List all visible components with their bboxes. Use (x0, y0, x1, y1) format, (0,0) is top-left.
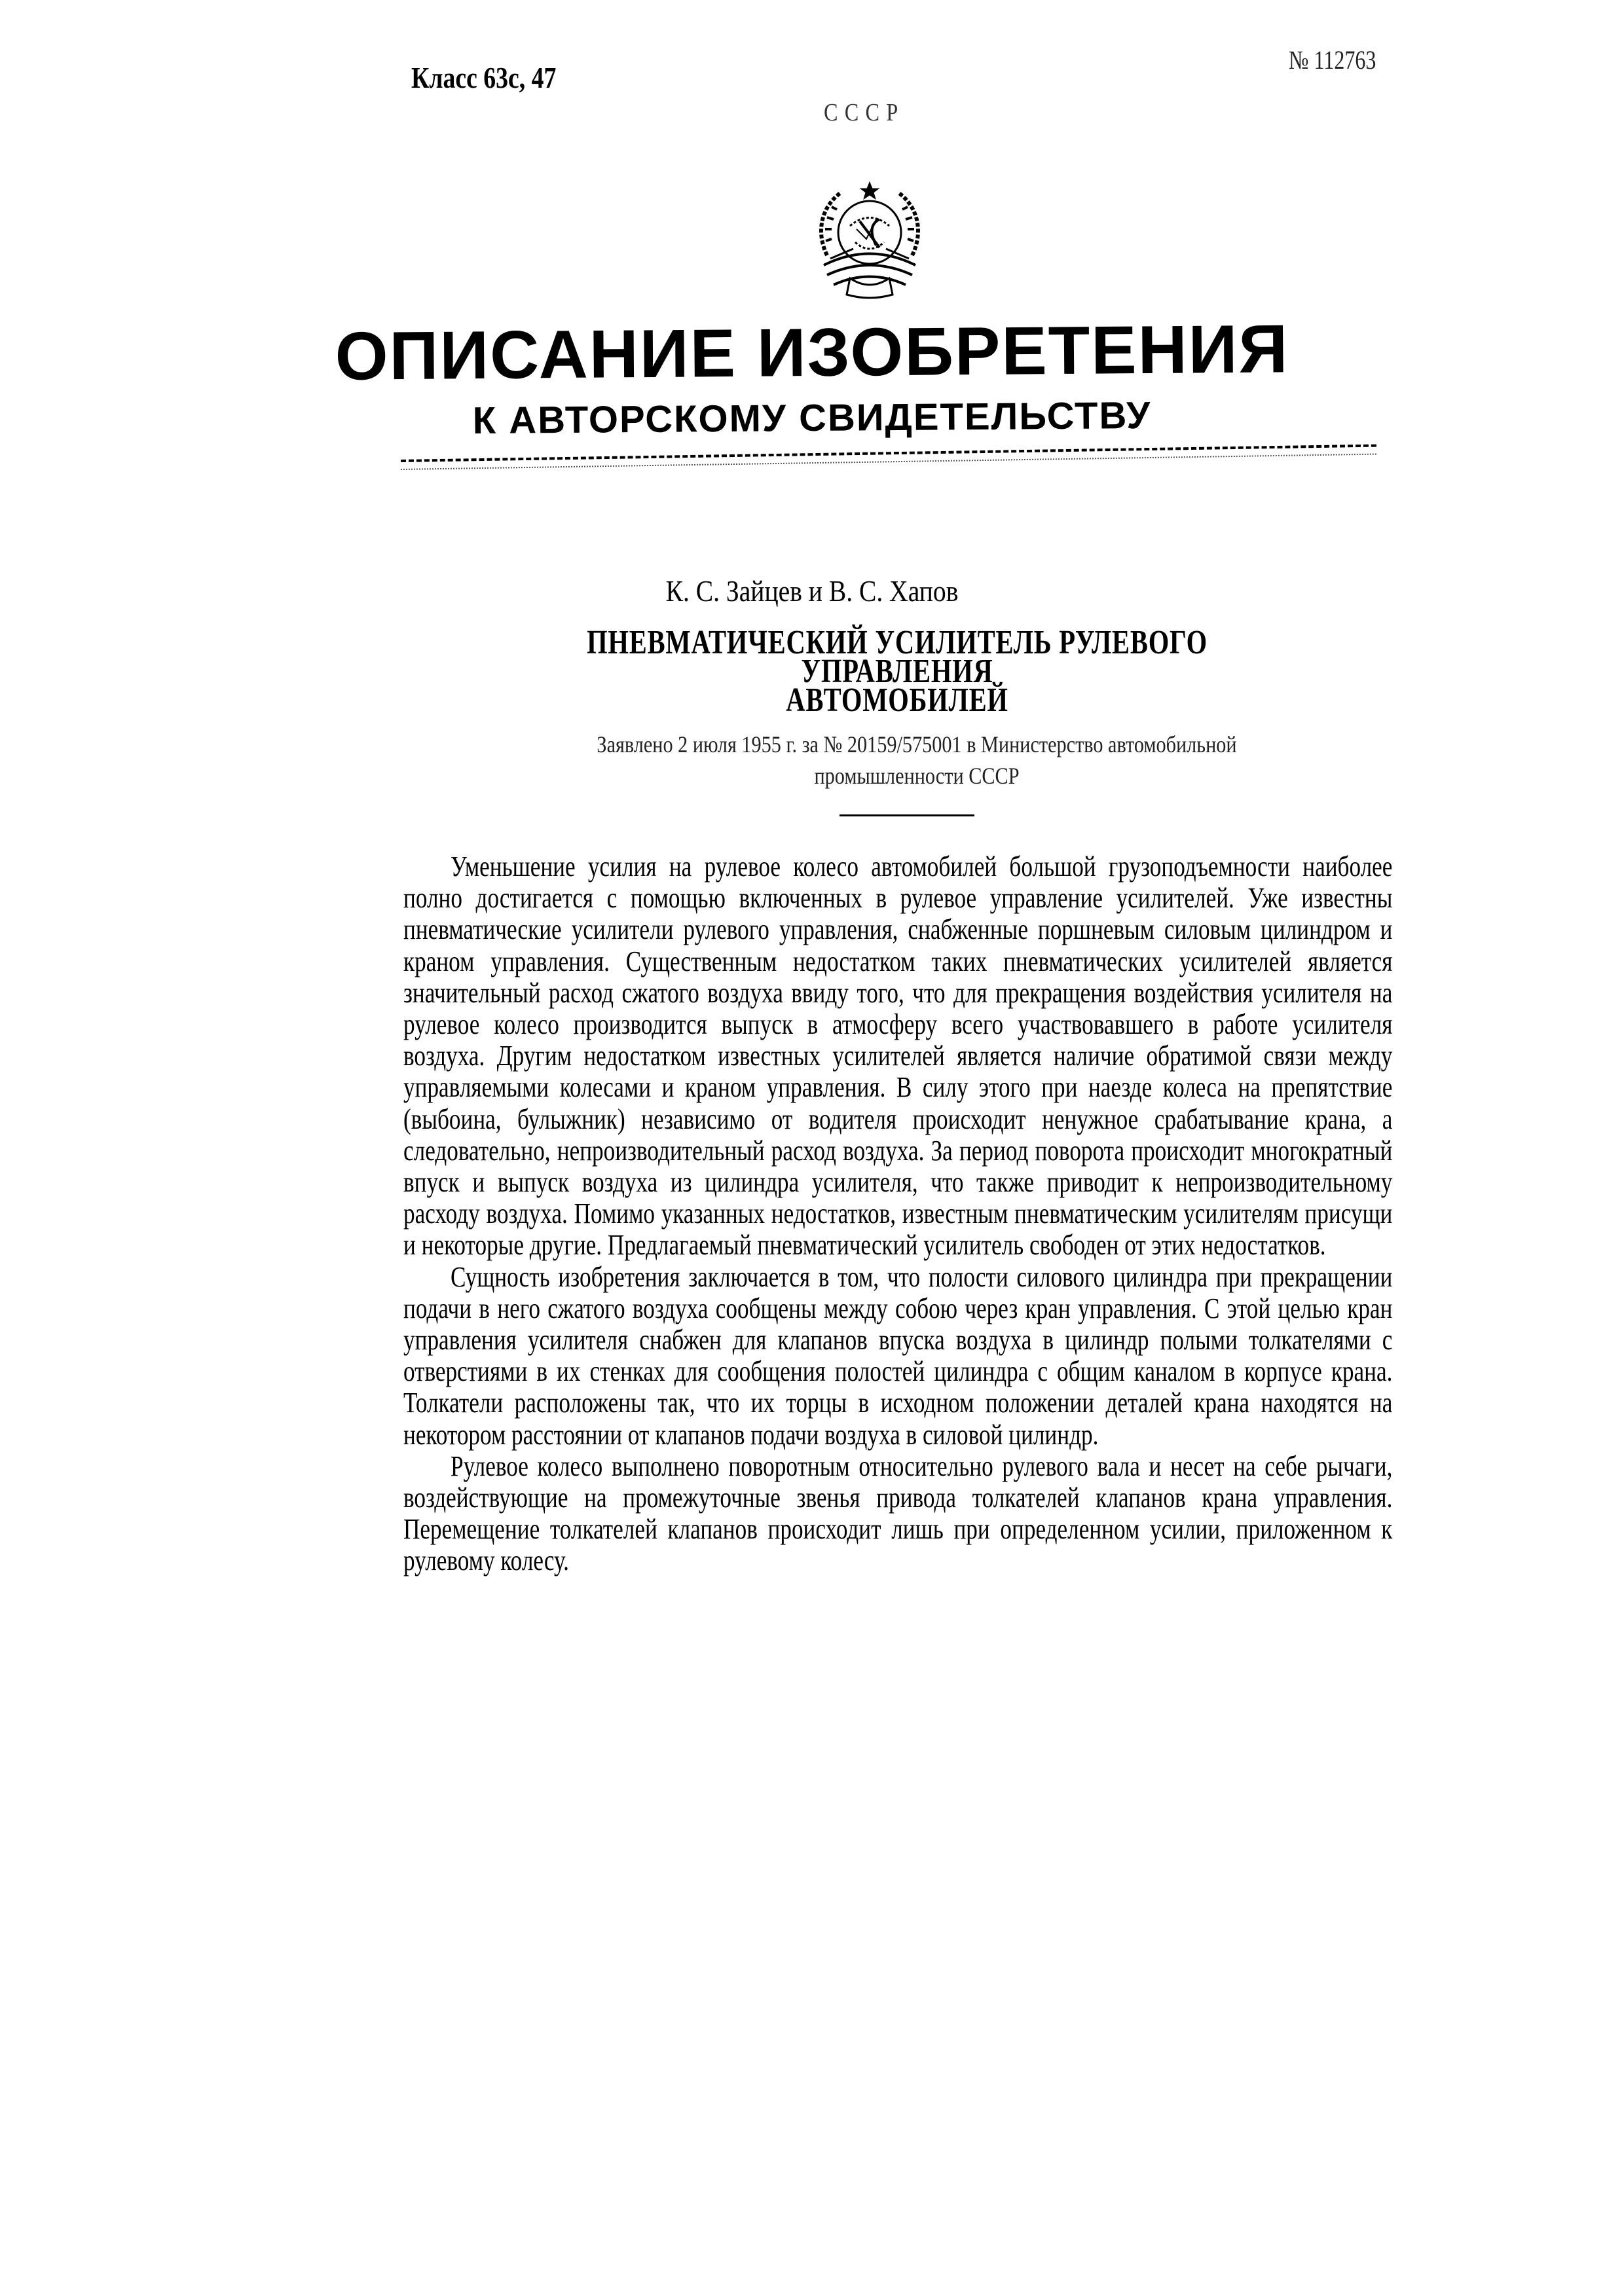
invention-title-line: АВТОМОБИЛЕЙ (514, 686, 1280, 715)
filing-info-line: Заявлено 2 июля 1955 г. за № 20159/575001 в Министерство автомобильной (477, 729, 1357, 760)
filing-info-line: промышленности СССР (477, 760, 1357, 792)
header-rule (401, 445, 1376, 462)
country-label: СССР (824, 98, 904, 127)
body-paragraph: Сущность изобретения заключается в том, что полости силового цилиндра при прекращении подачи в него сжатого воздуха сообщены между собою через кран управления. С этой целью кран управления усилителя снабжен для клапанов впуска воздуха в цилиндр полыми толкателями с отверстиями в их стенках для сообщения полостей цилиндра с общим каналом в корпусе крана. Толкатели расположены так, что их торцы в исходном положении деталей крана находятся на некотором расстоянии от клапанов подачи воздуха в силовой цилиндр. (403, 1262, 1392, 1451)
class-label: Класс 63c, 47 (411, 60, 556, 95)
document-title: ОПИСАНИЕ ИЗОБРЕТЕНИЯ (0, 308, 1624, 398)
invention-title-line: ПНЕВМАТИЧЕСКИЙ УСИЛИТЕЛЬ РУЛЕВОГО УПРАВЛЕНИЯ (514, 629, 1280, 686)
document-subtitle: К АВТОРСКОМУ СВИДЕТЕЛЬСТВУ (0, 390, 1624, 446)
filing-info (477, 729, 1357, 792)
patent-number: № 112763 (1289, 45, 1376, 75)
body-text (403, 851, 1392, 1577)
header-rule-secondary (401, 454, 1376, 470)
authors: К. С. Зайцев и В. С. Хапов (114, 574, 1511, 608)
ussr-state-emblem-icon (804, 164, 935, 308)
body-paragraph: Уменьшение усилия на рулевое колесо автомобилей большой грузоподъемности наиболее полно достигается с помощью включенных в рулевое управление усилителей. Уже известны пневматические усилители рулевого управления, снабженные поршневым силовым цилиндром и краном управления. Существенным недостатком таких пневматических усилителей является значительный расход сжатого воздуха ввиду того, что для прекращения воздействия усилителя на рулевое колесо производится выпуск в атмосферу всего участвовавшего в работе усилителя воздуха. Другим недостатком известных усилителей является наличие обратимой связи между управляемыми колесами и краном управления. В силу этого при наезде колеса на препятствие (выбоина, булыжник) независимо от водителя происходит ненужное срабатывание крана, а следовательно, непроизводительный расход воздуха. За период поворота происходит многократный впуск и выпуск воздуха из цилиндра усилителя, что также приводит к непроизводительному расходу воздуха. Помимо указанных недостатков, известным пневматическим усилителям присущи и некоторые другие. Предлагаемый пневматический усилитель свободен от этих недостатков. (403, 851, 1392, 1262)
invention-title (514, 629, 1280, 715)
body-paragraph: Рулевое колесо выполнено поворотным относительно рулевого вала и несет на себе рычаги, воздействующие на промежуточные звенья привода толкателей клапанов крана управления. Перемещение толкателей клапанов происходит лишь при определенном усилии, приложенном к рулевому колесу. (403, 1451, 1392, 1577)
section-divider (840, 814, 974, 816)
